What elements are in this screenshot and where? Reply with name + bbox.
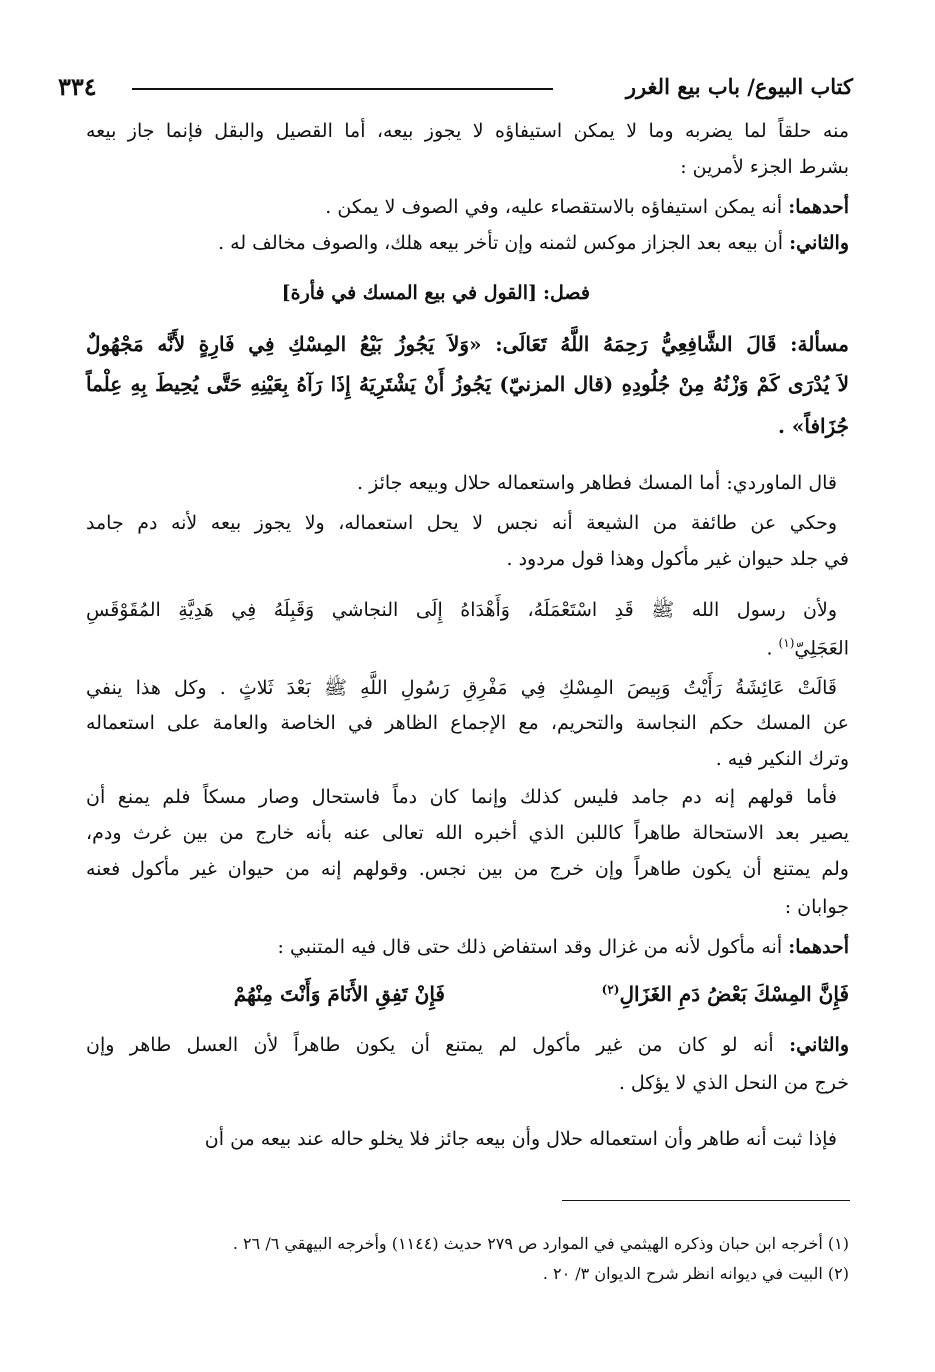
section-lead: فصل: <box>543 282 590 304</box>
point-text: أن بيعه بعد الجزاز موكس لثمنه وإن تأخر بيعه هلك، والصوف مخالف له . <box>218 232 784 254</box>
text-line: قال الماوردي: أما المسك فطاهر واستعماله حلال وبيعه جائز . <box>357 472 837 494</box>
footnote <box>233 1234 849 1253</box>
footnote-number: (٢) <box>827 1264 849 1283</box>
text-line: وترك النكير فيه . <box>715 748 849 770</box>
verse-text: فَإِنَّ المِسْكَ بَعْضُ دَمِ الغَزَالِ <box>619 982 849 1006</box>
point-lead: والثاني: <box>789 232 849 254</box>
text-line: العَجَلِيّ$^{(١)}$ . <box>766 636 849 660</box>
footnote <box>543 1264 849 1283</box>
answer-text: أنه لو كان من غير مأكول لم يمتنع أن يكون طاهراً لأن العسل طاهر وإن <box>86 1034 774 1056</box>
footnote-ref: (٢) <box>601 982 620 997</box>
running-title: كتاب البيوع/ باب بيع الغرر <box>625 74 853 99</box>
running-header <box>58 68 853 106</box>
footnote-ref: (١) <box>778 636 795 650</box>
answer-lead: أحدهما: <box>788 936 849 958</box>
text-line <box>278 936 849 958</box>
header-rule <box>132 88 553 90</box>
footnote-rule <box>562 1200 850 1201</box>
footnote-number: (١) <box>827 1234 849 1253</box>
section-heading <box>282 282 590 304</box>
issue-text: قَالَ الشَّافِعِيُّ رَحِمَهُ اللَّهُ تَعَالَى: «وَلاَ يَجُوزُ بَيْعُ المِسْكِ فِي فَارِةٍ لأَنَّه مَجْهُولٌ <box>86 332 777 356</box>
point-text: أنه يمكن استيفاؤه بالاستقصاء عليه، وفي الصوف لا يمكن . <box>325 196 783 218</box>
text-line <box>325 196 849 218</box>
issue-line: لاَ يُدْرَى كَمْ وَزْنُهُ مِنْ جُلُودِهِ (قال المزنيّ) يَجُوزُ أَنْ يَشْتَرِيَهُ إِذَا رَآهُ بِعَيْنِهِ حَتَّى يُحِيطَ بِهِ عِلْماً <box>86 372 849 396</box>
text-line: يصير بعد الاستحالة طاهراً كاللبن الذي أخبره الله تعالى عنه بأنه خارج من بين غرث ودم، <box>86 822 849 844</box>
text-line <box>86 1034 849 1056</box>
page-number: ٣٣٤ <box>58 72 97 101</box>
text-line: عن المسك حكم النجاسة والتحريم، مع الإجماع الظاهر في الخاصة والعامة على استعماله <box>86 712 849 734</box>
footnote-text: أخرجه ابن حبان وذكره الهيثمي في الموارد ص ٢٧٩ حديث (١١٤٤) وأخرجه البيهقي ٦/ ٢٦ . <box>232 1234 823 1253</box>
text-line: فإذا ثبت أنه طاهر وأن استعماله حلال وأن بيعه جائز فلا يخلو حاله عند بيعه من أن <box>204 1128 837 1150</box>
text-line: بشرط الجزء لأمرين : <box>680 156 849 178</box>
answer-text: أنه مأكول لأنه من غزال وقد استفاض ذلك حتى قال فيه المتنبي : <box>277 936 783 958</box>
text-line: جوابان : <box>784 896 849 918</box>
answer-lead: والثاني: <box>789 1034 849 1056</box>
text-line: في جلد حيوان غير مأكول وهذا قول مردود . <box>506 548 849 570</box>
verse-hemistich-1: فَإِنْ تَفِقِ الأَنَامَ وَأَنْتَ مِنْهُمْ <box>233 982 445 1006</box>
footnote-text: البيت في ديوانه انظر شرح الديوان ٣/ ٢٠ . <box>542 1264 823 1283</box>
text-line: خرج من النحل الذي لا يؤكل . <box>618 1072 849 1094</box>
text-line: ولأن رسول الله ﷺ قَدِ اسْتَعْمَلَهُ، وَأَهْدَاهُ إِلَى النجاشي وَقَبِلَهُ فِي هَدِيَّةِ المُقَوْقَسِ <box>86 599 837 621</box>
text-line: فأما قولهم إنه دم جامد فليس كذلك وإنما كان دماً فاستحال وصار مسكاً فلم يمنع أن <box>86 786 837 808</box>
issue-line <box>86 332 849 356</box>
section-title: [القول في بيع المسك في فأرة] <box>281 282 537 304</box>
text-line: وحكي عن طائفة من الشيعة أنه نجس لا يحل استعماله، ولا يجوز بيعه لأنه دم جامد <box>86 512 837 534</box>
issue-lead: مسألة: <box>790 332 849 356</box>
text-line: قَالَتْ عَائِشَةُ رَأَيْتُ وَبِيصَ المِسْكِ فِي مَفْرِقِ رَسُولِ اللَّهِ ﷺ بَعْدَ ثَلاثٍ . وكل هذا ينفي <box>86 677 837 699</box>
verse-hemistich-2 <box>602 982 849 1006</box>
point-lead: أحدهما: <box>788 196 849 218</box>
text-line: ولم يمتنع أن يكون طاهراً وإن خرج من بين نجس. وقولهم إنه من حيوان غير مأكول فعنه <box>86 858 849 880</box>
issue-line: جُزَافاً» . <box>777 414 849 438</box>
text-line <box>218 232 849 254</box>
quoted-name: العَجَلِيّ <box>794 637 849 660</box>
text-line: منه حلقاً لما يضربه وما لا يمكن استيفاؤه لا يجوز بيعه، أما القصيل والبقل فإنما جاز بيعه <box>86 120 849 142</box>
